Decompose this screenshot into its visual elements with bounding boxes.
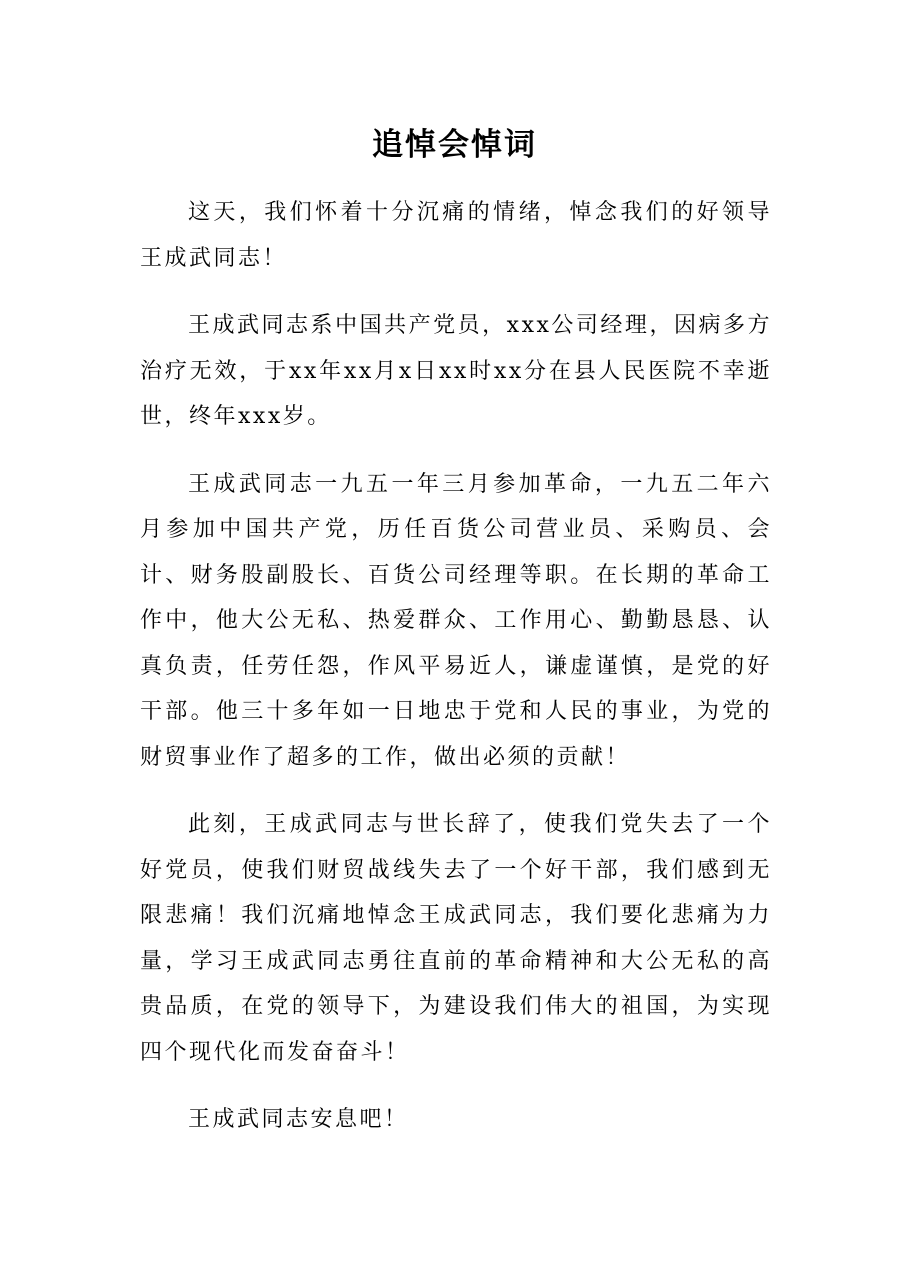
- paragraph-career: 王成武同志一九五一年三月参加革命，一九五二年六月参加中国共产党，历任百货公司营业员、采购员、会计、财务股副股长、百货公司经理等职。在长期的革命工作中，他大公无私、热爱群众、工作用心、勤勤恳恳、认真负责，任劳任怨，作风平易近人，谦虚谨慎，是党的好干部。他三十多年如一日地忠于党和人民的事业，为党的财贸事业作了超多的工作，做出必须的贡献！: [140, 471, 772, 770]
- paragraph-closing: 王成武同志安息吧！: [188, 1107, 409, 1132]
- paragraph-passing: 王成武同志系中国共产党员，xxx公司经理，因病多方治疗无效，于xx年xx月x日xx时xx分在县人民医院不幸逝世，终年xxx岁。: [140, 313, 772, 429]
- paragraph-opening: 这天，我们怀着十分沉痛的情绪，悼念我们的好领导王成武同志！: [140, 200, 772, 271]
- document-title: 追悼会悼词: [372, 127, 537, 163]
- paragraph-mourning: 此刻，王成武同志与世长辞了，使我们党失去了一个好党员，使我们财贸战线失去了一个好干部，我们感到无限悲痛！我们沉痛地悼念王成武同志，我们要化悲痛为力量，学习王成武同志勇往直前的革命精神和大公无私的高贵品质，在党的领导下，为建设我们伟大的祖国，为实现四个现代化而发奋奋斗！: [140, 812, 772, 1065]
- document-body: [140, 190, 772, 1165]
